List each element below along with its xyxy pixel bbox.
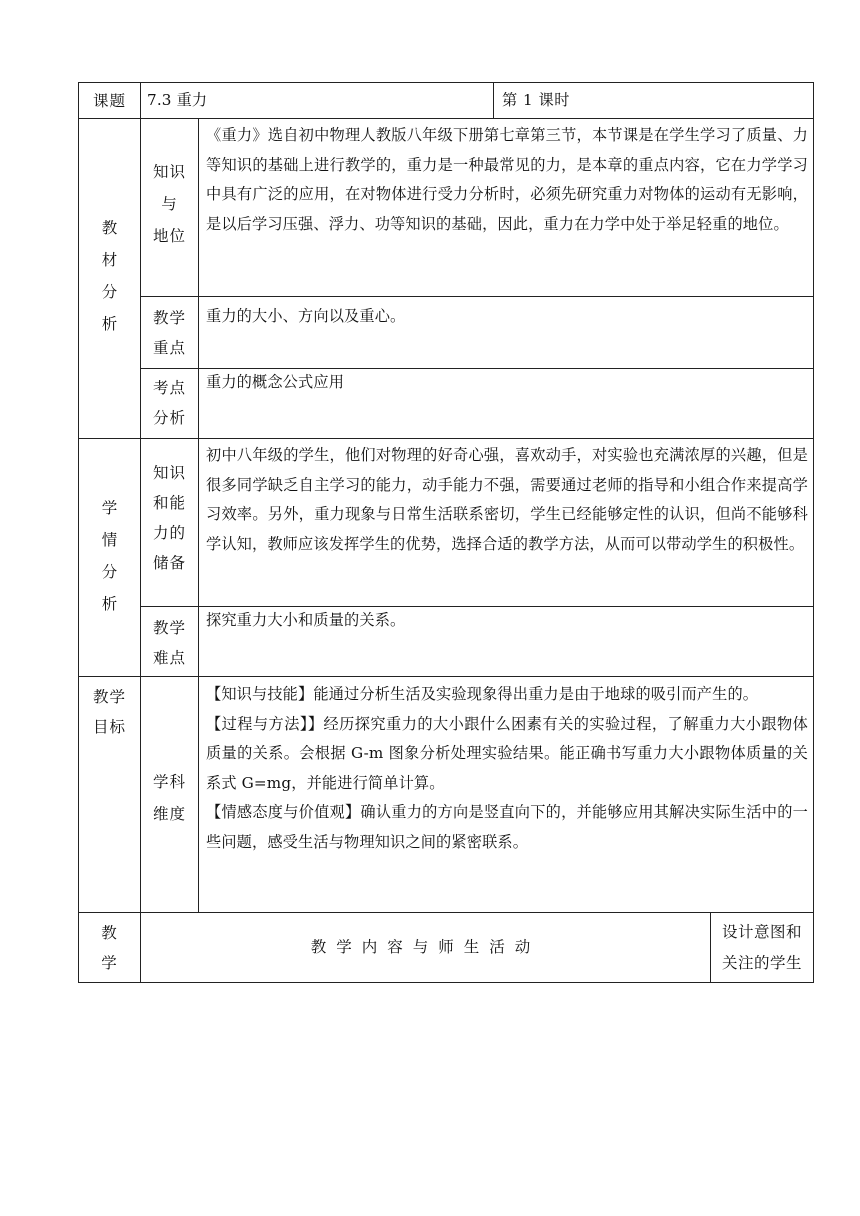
goal-attitude-values: 【情感态度与价值观】确认重力的方向是竖直向下的，并能够应用其解决实际生活中的一些问题，感受生活与物理知识之间的紧密联系。: [206, 803, 808, 851]
table-rule: [78, 676, 814, 677]
table-rule: [78, 438, 814, 439]
teaching-key-label: 教学 重点: [152, 309, 186, 357]
session-label: 第 1 课时: [502, 91, 570, 109]
topic-label: 课题: [92, 92, 126, 110]
table-border-bottom: [78, 982, 814, 983]
topic-value: 7.3 重力: [147, 91, 208, 109]
subject-dimension-label: 学科 维度: [152, 773, 186, 823]
knowledge-position-label: 知识 与 地位: [152, 163, 186, 245]
ability-reserve-label: 知识 和能 力的 储备: [152, 464, 186, 572]
exam-analysis-text: 重力的概念公式应用: [206, 373, 345, 391]
table-border-top: [78, 82, 814, 83]
goal-knowledge-skills: 【知识与技能】能通过分析生活及实验现象得出重力是由于地球的吸引而产生的。: [206, 685, 759, 703]
ability-reserve-text: 初中八年级的学生，他们对物理的好奇心强，喜欢动手，对实验也充满浓厚的兴趣，但是很多同学缺乏自主学习的能力，动手能力不强，需要通过老师的指导和小组合作来提高学习效率。另外，重力现象与日常生活联系密切，学生已经能够定性的认识，但尚不能够科学认知，教师应该发挥学生的优势，选择合适的教学方法，从而可以带动学生的积极性。: [206, 446, 808, 553]
table-rule: [78, 118, 814, 119]
teaching-difficulty-label: 教学 难点: [152, 619, 186, 667]
goals-section-label: 教学 目标: [92, 688, 126, 736]
design-intent-header: 设计意图和 关注的学生: [721, 923, 802, 972]
goals-text: [206, 680, 808, 857]
knowledge-position-text: 《重力》选自初中物理人教版八年级下册第七章第三节，本节课是在学生学习了质量、力等知识的基础上进行教学的，重力是一种最常见的力，是本章的重点内容，它在力学学习中具有广泛的应用，在对物体进行受力分析时，必须先研究重力对物体的运动有无影响，是以后学习压强、浮力、功等知识的基础，因此，重力在力学中处于举足轻重的地位。: [206, 126, 808, 233]
table-border-right: [813, 82, 814, 983]
table-rule: [140, 296, 814, 297]
goal-process-method: 【过程与方法】】经历探究重力的大小跟什么困素有关的实验过程，了解重力大小跟物体质量的关系。会根据 G-m 图象分析处理实验结果。能正确书写重力大小跟物体质量的关系式 G=mg，并能进行简单计算。: [206, 714, 808, 792]
teaching-difficulty-text: 探究重力大小和质量的关系。: [206, 611, 406, 629]
students-section-label: 学 情 分 析: [101, 499, 118, 613]
exam-analysis-label: 考点 分析: [152, 379, 186, 427]
table-rule: [198, 118, 199, 912]
table-rule: [78, 912, 814, 913]
table-rule: [493, 82, 494, 118]
process-section-label: 教 学: [101, 924, 118, 972]
teaching-key-text: 重力的大小、方向以及重心。: [206, 307, 406, 325]
material-section-label: 教 材 分 析: [101, 219, 118, 333]
content-activities-header: 教学内容与师生活动: [310, 938, 541, 956]
